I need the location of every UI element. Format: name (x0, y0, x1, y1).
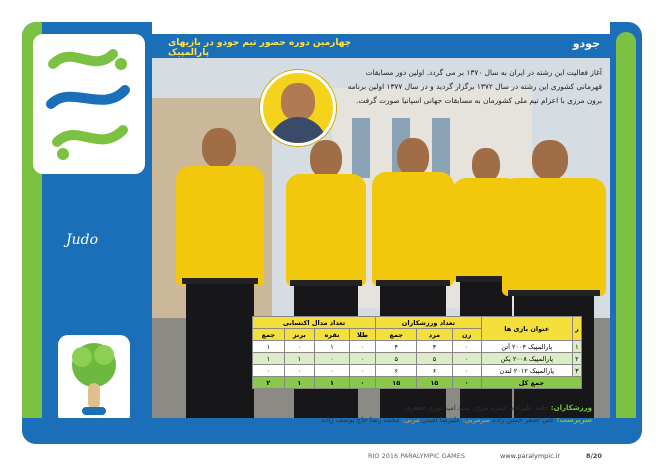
section-title: جودو (572, 37, 600, 50)
table-total-row: جمع کل ۰ ۱۵ ۱۵ ۰ ۱ ۱ ۲ (253, 377, 582, 389)
portrait-face (281, 83, 315, 121)
right-decorative-frame (610, 22, 642, 444)
credits-block (150, 402, 592, 426)
staff-credit: سرپرست: علی اصغر حسن زاده سرمربی: علیرضا امینی مربی: محمد رضا حاج یوسف زاده (321, 416, 592, 424)
header-row-num: ر (572, 317, 581, 341)
header-medals: تعداد مدال اکتسابی (253, 317, 376, 329)
subheader-total: جمع (376, 329, 417, 341)
header-athletes: تعداد ورزشکاران (376, 317, 482, 329)
header-games: عنوان بازی ها (481, 317, 572, 341)
subheader-men: مرد (417, 329, 452, 341)
footer-event: RIO 2016 PARALYMPIC GAMES (368, 452, 465, 460)
subheader-bronze: برنز (284, 329, 314, 341)
subheader-sum: جمع (253, 329, 285, 341)
footer-url[interactable]: www.paralympic.ir (500, 452, 561, 460)
judo-english-label: Judo (66, 232, 99, 248)
table-row: ۱ پارالمپیک ۲۰۰۴ آتن ۰ ۴ ۴ ۰ ۱ ۰ ۱ (253, 341, 582, 353)
intro-paragraph: آغاز فعالیت این رشته در ایران به سال ۱۳۷۰ بر می گردد. اولین دور مسابقات قهرمانی کشوری این رشته در سال ۱۳۷۲ برگزار گردید و در سال ۱۳۷۷ اولین برنامه برون مرزی با اعزام تیم ملی کشورمان به مسابقات جهانی اسپانیا صورت گرفت. (347, 68, 602, 105)
table-row: ۳ پارالمپیک ۲۰۱۲ لندن ۰ ۶ ۶ ۰ ۰ ۰ ۰ (253, 365, 582, 377)
mascot-icon (58, 335, 130, 425)
page-number: 8/20 (586, 452, 602, 460)
mascot-card (58, 335, 130, 425)
results-table (252, 316, 582, 389)
table-row: ۲ پارالمپیک ۲۰۰۸ پکن ۰ ۵ ۵ ۰ ۰ ۱ ۱ (253, 353, 582, 365)
subheader-silver: نقره (315, 329, 350, 341)
rio-logo (33, 34, 145, 174)
header-bar (152, 34, 610, 58)
table-header-row (253, 317, 582, 329)
page-headline: چهارمین دوره حضور تیم جودو در بازیهای پارالمپیک (168, 38, 352, 58)
subheader-gold: طلا (349, 329, 375, 341)
coach-portrait (260, 70, 336, 146)
athletes-credit: ورزشکاران: حامد علیزاده، حمزه نذری، سید امید نوری جعفری (404, 404, 592, 412)
right-green-stripe (616, 32, 636, 434)
subheader-women: زن (452, 329, 481, 341)
